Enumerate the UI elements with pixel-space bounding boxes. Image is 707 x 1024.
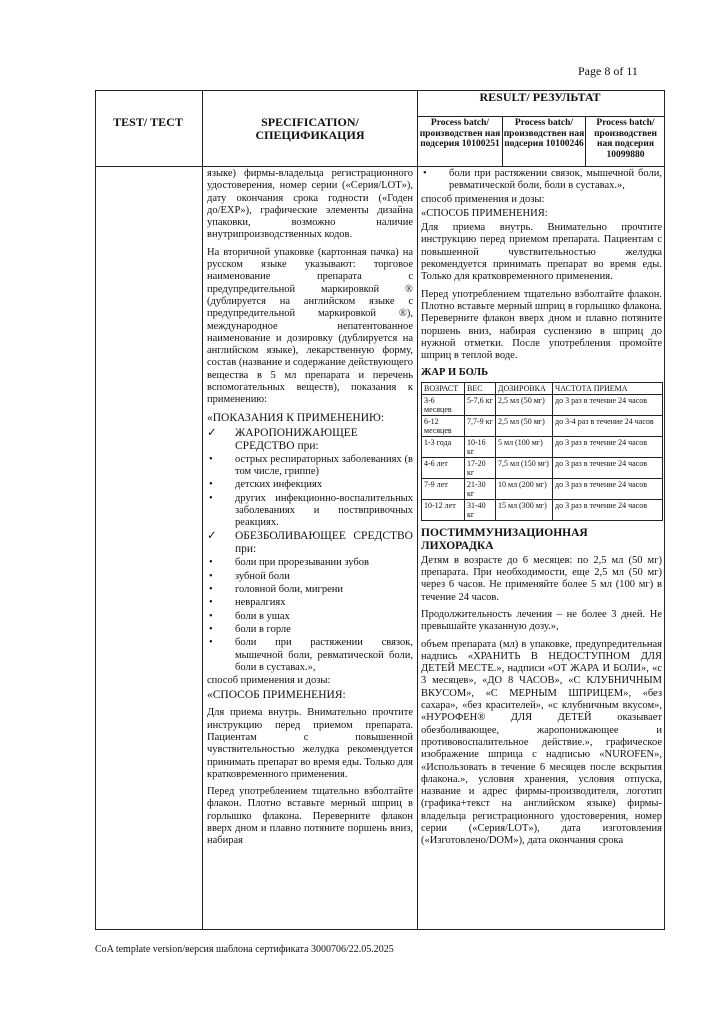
check-icon: ✓ xyxy=(207,426,217,439)
header-test: TEST/ ТЕСТ xyxy=(113,115,183,129)
col-divider xyxy=(585,116,586,167)
list-item: • других инфекционно-воспалительных заболеваниях и поствпривочных реакциях. xyxy=(209,492,413,529)
table-cell: 7,7-9 кг xyxy=(465,415,496,436)
table-cell: 10 мл (200 мг) xyxy=(496,478,553,499)
table-cell: до 3 раз в течение 24 часов xyxy=(553,394,663,415)
table-cell: 1-3 года xyxy=(422,436,465,457)
bullet-icon: • xyxy=(209,570,213,582)
bullet-icon: • xyxy=(209,557,213,569)
table-row xyxy=(422,478,663,499)
header-result: RESULT/ РЕЗУЛЬТАТ xyxy=(479,90,601,104)
table-cell: 2,5 мл (50 мг) xyxy=(496,394,553,415)
check-icon: ✓ xyxy=(207,530,217,543)
bullet-icon: • xyxy=(209,492,213,504)
spec-paragraph: Детям в возрасте до 6 месяцев: по 2,5 мл (50 мг) препарата. При необходимости, еще 2,5 мл (50 мг) через 6 часов. Не применяйте более 5 мл (100 мг) в течение 24 часов. xyxy=(421,554,662,603)
table-header: ВЕС xyxy=(465,382,496,394)
row-divider xyxy=(95,166,665,167)
list-item: • боли при растяжении связок, мышечной боли, ревматической боли, боли в суставах.», xyxy=(423,168,662,192)
table-cell: до 3 раз в течение 24 часов xyxy=(553,457,663,478)
bullet-icon: • xyxy=(209,597,213,609)
bullet-icon: • xyxy=(209,584,213,596)
spec-paragraph: Продолжительность лечения – не более 3 дней. Не превышайте указанную дозу.», xyxy=(421,608,662,633)
method-line: способ применения и дозы: xyxy=(207,675,331,687)
bullet-icon: • xyxy=(423,168,427,179)
col-divider xyxy=(202,90,203,930)
list-item: • боли при растяжении связок, мышечной боли, ревматической боли, боли в суставах.», xyxy=(209,637,413,673)
method-heading: «СПОСОБ ПРИМЕНЕНИЯ: xyxy=(207,689,346,702)
dosage-table xyxy=(421,382,663,521)
table-row xyxy=(422,499,663,520)
table-header: ЧАСТОТА ПРИЕМА xyxy=(553,382,663,394)
table-row xyxy=(422,394,663,415)
method-heading: «СПОСОБ ПРИМЕНЕНИЯ: xyxy=(421,207,548,219)
spec-paragraph: На вторичной упаковке (картонная пачка) на русском языке указывают: торговое наименование препарата с предупредительной маркировкой ® (дублируется на английском языке с предупредительной маркировкой ®), международное непатентованное наименование и дозировку (дублируется на английском языке), лекарственную форму, состав (название и содержание действующего вещества в 5 мл препарата и перечень вспомогательных веществ), показания к применению: xyxy=(207,246,413,406)
spec-paragraph: объем препарата (мл) в упаковке, предупредительная надпись «ХРАНИТЬ В НЕДОСТУПНОМ ДЛЯ ДЕТЕЙ МЕСТЕ.», надписи «ОТ ЖАРА И БОЛИ», «с 3 месяцев», «ДО 8 ЧАСОВ», «С КЛУБНИЧНЫМ ВКУСОМ», «С МЕРНЫМ ШПРИЦЕМ», «без сахара», «без красителей», «с клубничным вкусом», «НУРОФЕН® ДЛЯ ДЕТЕЙ оказывает обезболивающее, жаропонижающее и противовоспалительное действие.», графическое изображение шприца с надписью «NUROFEN», «Использовать в течение 6 месяцев после вскрытия флакона.», условия хранения, условия отпуска, название и адрес фирмы-производителя, логотип (графика+текст на английском языке) фирмы-владельца регистрационного удостоверения, номер серии («Серия/LOT»), дата изготовления («Изготовлено/DOM»), дата окончания срока xyxy=(421,638,662,847)
table-row xyxy=(422,457,663,478)
table-row xyxy=(422,436,663,457)
bullet-icon: • xyxy=(209,453,213,465)
spec-paragraph: языке) фирмы-владельца регистрационного удостоверения, номер серии («Серия/LOT»), дату окончания срока годности («Годен до/EXP»), графические элементы дизайна упаковки, возможно наличие внутрипроизводственных кодов. xyxy=(207,168,413,241)
spec-paragraph: Перед употреблением тщательно взболтайте флакон. Плотно вставьте мерный шприц в горлышко флакона. Переверните флакон вверх дном и плавно потяните поршень вниз, набирая xyxy=(207,786,413,847)
table-header: ДОЗИРОВКА xyxy=(496,382,553,394)
table-cell: 3-6 месяцев xyxy=(422,394,465,415)
list-item: • зубной боли xyxy=(209,570,290,582)
table-cell: 10-12 лет xyxy=(422,499,465,520)
col-divider xyxy=(417,90,418,930)
row-divider xyxy=(417,116,665,117)
bullet-icon: • xyxy=(209,637,213,649)
batch-2: Process batch/ производствен ная подсерия 10100246 xyxy=(503,118,585,149)
list-item: • детских инфекциях xyxy=(209,479,323,491)
table-header: ВОЗРАСТ xyxy=(422,382,465,394)
list-item: • боли в горле xyxy=(209,623,291,635)
table-cell: 15 мл (300 мг) xyxy=(496,499,553,520)
batch-3: Process batch/ производствен ная подсерия 10099880 xyxy=(594,118,657,160)
table-cell: 7,5 мл (150 мг) xyxy=(496,457,553,478)
spec-paragraph: Перед употреблением тщательно взболтайте флакон. Плотно вставьте мерный шприц в горлышко флакона. Переверните флакон вверх дном и плавно потяните поршень вниз, набирая суспензию в шприц до нужной отметки. После употребления промойте шприц в теплой воде. xyxy=(421,288,662,362)
spec-column-right xyxy=(421,168,662,853)
method-line: способ применения и дозы: xyxy=(421,193,545,205)
spec-column-left xyxy=(207,168,413,853)
table-cell: до 3 раз в течение 24 часов xyxy=(553,499,663,520)
list-item: • боли в ушах xyxy=(209,610,290,622)
table-cell: до 3-4 раз в течение 24 часов xyxy=(553,415,663,436)
spec-paragraph: Для приема внутрь. Внимательно прочтите инструкцию перед приемом препарата. Пациентам с повышенной чувствительностью желудка рекомендуется принимать препарат во время еды. Только для кратковременного применения. xyxy=(207,707,413,780)
spec-paragraph: Для приема внутрь. Внимательно прочтите инструкцию перед приемом препарата. Пациентам с повышенной чувствительностью желудка рекомендуется принимать препарат во время еды. Только для кратковременного применения. xyxy=(421,222,662,283)
table-cell: 7-9 лет xyxy=(422,478,465,499)
list-item: • головной боли, мигрени xyxy=(209,584,343,596)
list-item: • невралгиях xyxy=(209,597,286,609)
list-item: ✓ ЖАРОПОНИЖАЮЩЕЕ СРЕДСТВО при: xyxy=(207,426,358,452)
table-row xyxy=(422,415,663,436)
indications-heading: «ПОКАЗАНИЯ К ПРИМЕНЕНИЮ: xyxy=(207,411,385,424)
bullet-icon: • xyxy=(209,610,213,622)
bullet-icon: • xyxy=(209,623,213,635)
table-header-row xyxy=(422,382,663,394)
template-version-footer: CoA template version/версия шаблона сертификата 3000706/22.05.2025 xyxy=(95,944,394,955)
header-spec: SPECIFICATION/ СПЕЦИФИКАЦИЯ xyxy=(255,115,365,142)
table-cell: 31-40 кг xyxy=(465,499,496,520)
page-number: Page 8 of 11 xyxy=(578,64,638,78)
table-cell: 6-12 месяцев xyxy=(422,415,465,436)
batch-1: Process batch/ производствен ная подсерия 10100251 xyxy=(419,118,501,149)
list-item: • боли при прорезывании зубов xyxy=(209,557,369,569)
table-cell: 4-6 лет xyxy=(422,457,465,478)
list-item: ✓ ОБЕЗБОЛИВАЮЩЕЕ СРЕДСТВО при: xyxy=(207,530,413,556)
table-cell: 10-16 кг xyxy=(465,436,496,457)
table-cell: 5 мл (100 мг) xyxy=(496,436,553,457)
table-cell: до 3 раз в течение 24 часов xyxy=(553,436,663,457)
bullet-icon: • xyxy=(209,479,213,491)
dosage-table-title: ЖАР И БОЛЬ xyxy=(421,367,489,379)
list-item: • острых респираторных заболеваниях (в том числе, гриппе) xyxy=(209,453,413,477)
table-cell: 21-30 кг xyxy=(465,478,496,499)
table-cell: до 3 раз в течение 24 часов xyxy=(553,478,663,499)
table-cell: 17-20 кг xyxy=(465,457,496,478)
table-cell: 5-7,6 кг xyxy=(465,394,496,415)
post-immunization-title: ПОСТИММУНИЗАЦИОННАЯ ЛИХОРАДКА xyxy=(421,526,588,552)
table-cell: 2,5 мл (50 мг) xyxy=(496,415,553,436)
